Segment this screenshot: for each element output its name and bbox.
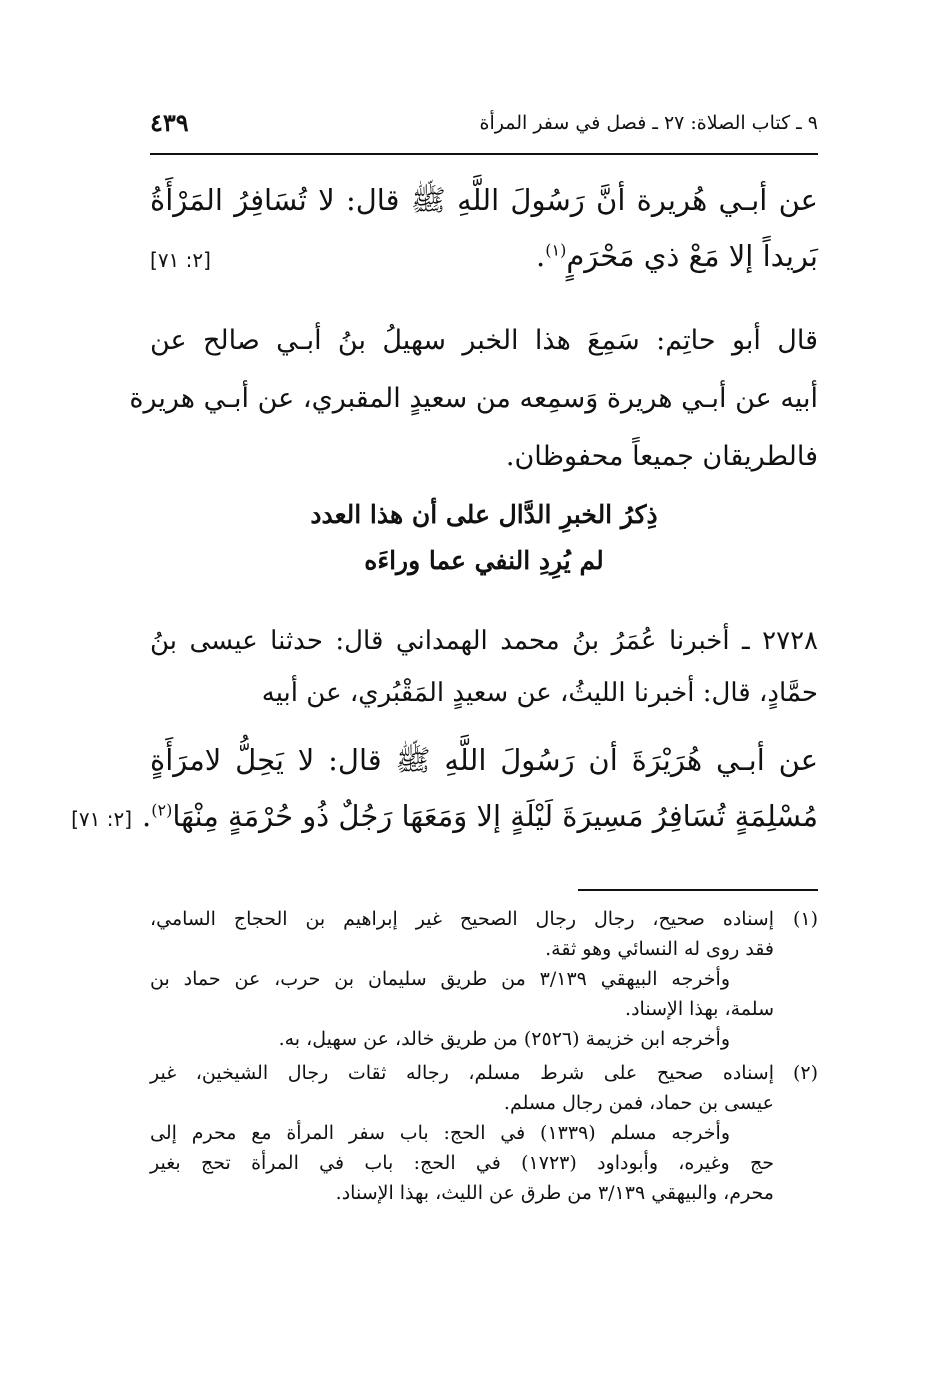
header-rule [150, 153, 818, 155]
running-header [150, 108, 818, 148]
chapter-heading-line-2: لم يُرِدِ النفي عما وراءَه [364, 546, 604, 575]
footnote-2 [150, 1058, 818, 1208]
comment-line-1: قال أبو حاتِم: سَمِعَ هذا الخبر سهيلُ بنُ أبـي صالح عن [150, 325, 818, 356]
footnote-line: وأخرجه البيهقي ٣/١٣٩ من طريق سليمان بن حرب، عن حماد بن [150, 968, 730, 990]
footnote-line: حج وغيره، وأبوداود (١٧٢٣) في الحج: باب في المرأة تحج بغير [150, 1152, 775, 1174]
abu-hatim-comment [129, 312, 818, 486]
footnote-text: إسناده صحيح على شرط مسلم، رجاله ثقات رجال الشيخين، غير [150, 1062, 774, 1084]
hadith-1-line-2 [150, 228, 818, 284]
chapter-heading-line-1: ذِكرُ الخبرِ الدَّال على أن هذا العدد [310, 500, 658, 529]
hadith-1-line-1: عن أبـي هُريرة أنَّ رَسُولَ اللَّهِ ﷺ قال: لا تُسَافِرُ المَرْأَةُ [150, 183, 818, 217]
hadith-isnad-2728 [150, 615, 818, 719]
isnad-line-1: ٢٧٢٨ ـ أخبرنا عُمَرُ بنُ محمد الهمداني قال: حدثنا عيسى بنُ [150, 626, 818, 656]
footnote-line: سلمة، بهذا الإسناد. [625, 998, 774, 1020]
footnote-line [150, 904, 818, 934]
hadith-1-line-2-end: . [536, 239, 546, 273]
footnote-number: (١) [792, 908, 818, 930]
hadith-text-1 [150, 172, 818, 288]
hadith-2-reference: [٢: ٧١] [71, 807, 133, 831]
footnote-mark-2: (٢) [151, 800, 173, 820]
footnote-line: فقد روى له النسائي وهو ثقة. [545, 938, 774, 960]
footnote-line: محرم، والبيهقي ٣/١٣٩ من طرق عن الليث، بهذا الإسناد. [335, 1182, 774, 1204]
footnote-line: عيسى بن حماد، فمن رجال مسلم. [503, 1092, 774, 1114]
page-number: ٤٣٩ [150, 108, 189, 137]
hadith-2-line-1: عن أبـي هُرَيْرَةَ أن رَسُولَ اللَّهِ ﷺ قال: لا يَحِلُّ لامرَأَةٍ [150, 743, 818, 777]
footnote-line: وأخرجه مسلم (١٣٣٩) في الحج: باب سفر المرأة مع محرم إلى [150, 1122, 730, 1144]
footnote-mark-1: (١) [545, 240, 567, 260]
hadith-text-2 [71, 732, 818, 847]
footnote-separator [578, 889, 818, 891]
footnote-text: إسناده صحيح، رجال رجال الصحيح غير إبراهيم بن الحجاج السامي، [150, 908, 774, 930]
hadith-2-line-2-text: مُسْلِمَةٍ تُسَافِرُ مَسِيرَةَ لَيْلَةٍ إلا وَمَعَهَا رَجُلٌ ذُو حُرْمَةٍ مِنْهَا [172, 799, 818, 833]
hadith-1-reference: [٢: ٧١] [150, 248, 211, 272]
hadith-1-line-2-text: بَريداً إلا مَعْ ذي مَحْرَمٍ [566, 239, 818, 273]
hadith-2-line-2-end: . [142, 799, 152, 833]
isnad-line-2: حمَّادٍ، قال: أخبرنا الليثُ، عن سعيدٍ المَقْبُري، عن أبيه [261, 678, 818, 708]
footnotes [150, 904, 818, 1212]
footnote-1 [150, 904, 818, 1054]
footnote-line [150, 1058, 818, 1088]
chapter-heading [150, 492, 818, 584]
hadith-2-line-2 [71, 788, 818, 847]
comment-line-2: أبيه عن أبـي هريرة وَسمِعه من سعيدٍ المقبري، عن أبـي هريرة [129, 383, 818, 414]
comment-line-3: فالطريقان جميعاً محفوظان. [505, 441, 818, 472]
footnote-number: (٢) [792, 1062, 818, 1084]
header-title: ٩ ـ كتاب الصلاة: ٢٧ ـ فصل في سفر المرأة [479, 112, 818, 134]
footnote-line: وأخرجه ابن خزيمة (٢٥٢٦) من طريق خالد، عن سهيل، به. [278, 1028, 730, 1050]
